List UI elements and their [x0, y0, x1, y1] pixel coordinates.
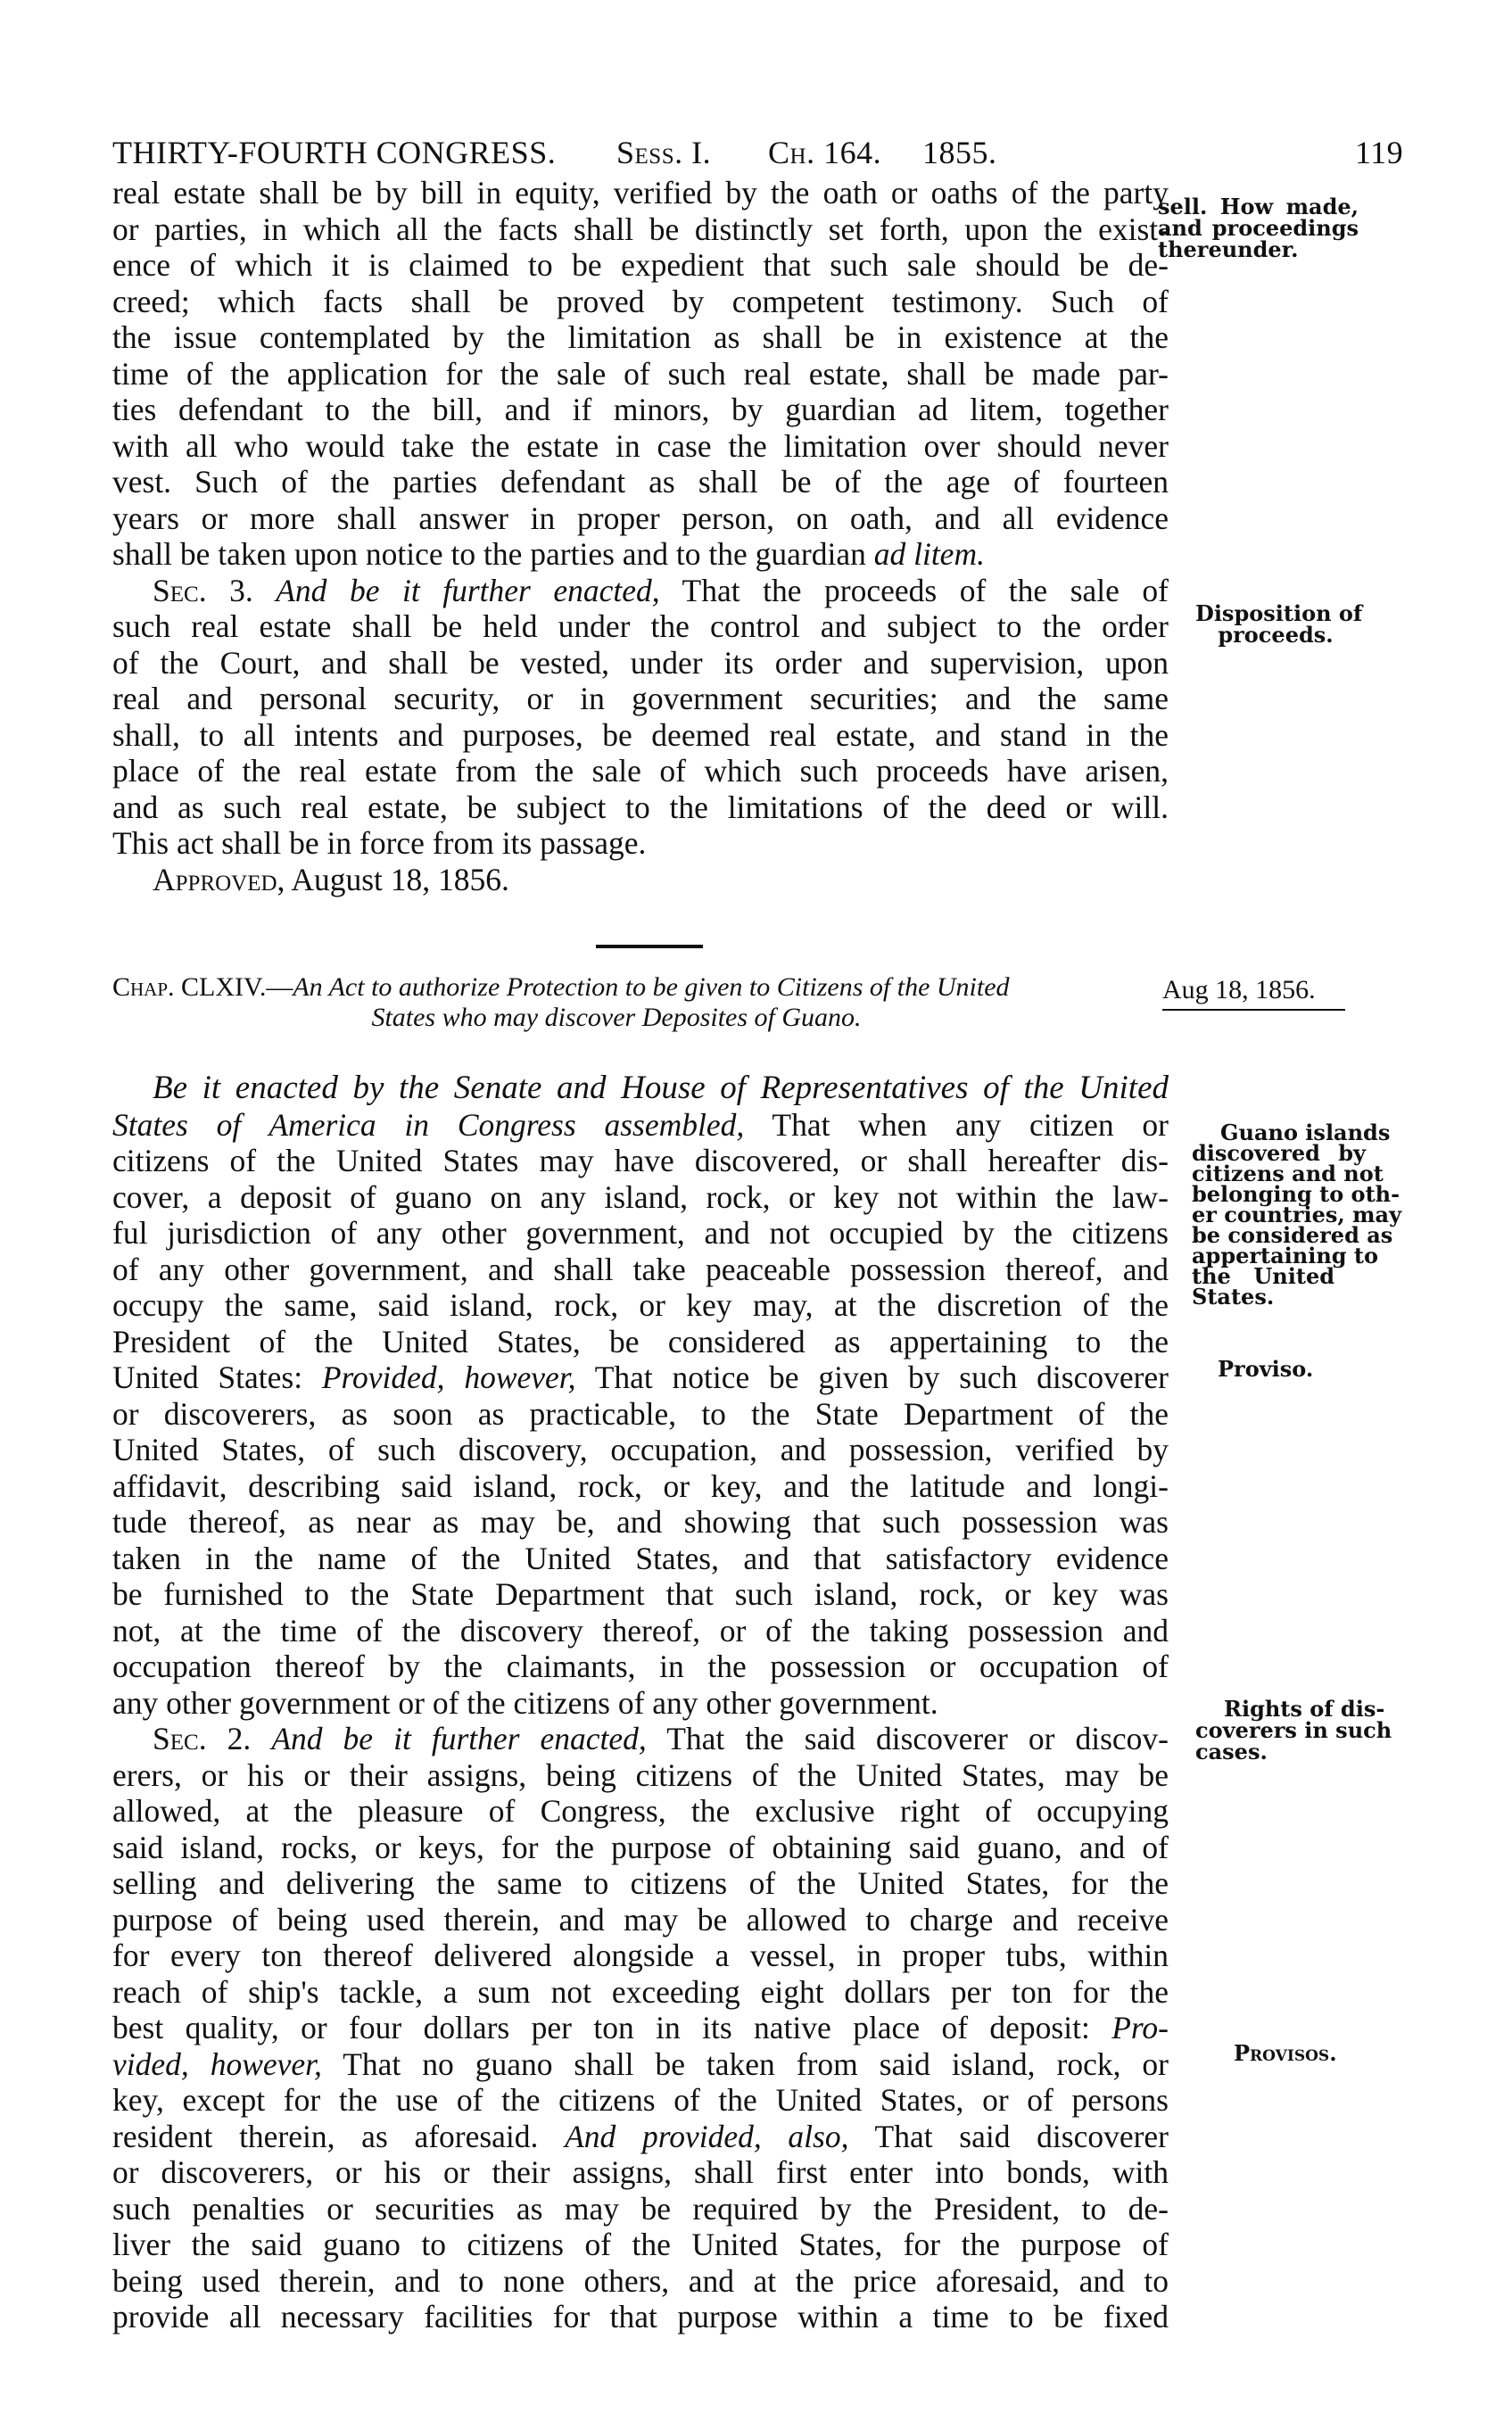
chapter-label: Chap. — [112, 972, 175, 1002]
enacting-phrase: And be it further enacted, — [271, 1721, 647, 1756]
text-line: occupy the same, said island, rock, or key may, at the discretion of the — [112, 1287, 1169, 1323]
approval-date-note: Aug 18, 1856. — [1162, 975, 1316, 1004]
text-line: vided, however, That no guano shall be taken from said island, rock, or — [112, 2045, 1169, 2082]
margin-note-provisos: Provisos. — [1234, 2040, 1337, 2066]
text-line: allowed, at the pleasure of Congress, the exclusive right of occupying — [112, 1793, 1169, 1829]
margin-note-guano-islands: Guano islands discovered by citizens and not belonging to oth- er countries, may be considered as appertaining to the United States. — [1192, 1120, 1402, 1310]
margin-note-disposition: Disposition of proceeds. — [1195, 600, 1363, 648]
proviso-line: United States: Provided, however, That notice be given by such discoverer — [112, 1359, 1169, 1395]
act-title: An Act to authorize Protection to be given to Citizens of the United — [293, 972, 1010, 1002]
header-congress-title: THIRTY-FOURTH CONGRESS. — [112, 135, 557, 170]
text-line: ence of which it is claimed to be expedient that such sale should be de- — [112, 247, 1169, 283]
text-line: This act shall be in force from its passage. — [112, 825, 647, 861]
text-line: shall, to all intents and purposes, be deemed real estate, and stand in the — [112, 716, 1169, 753]
section-label: Sec. 2. — [153, 1721, 252, 1756]
text-line: time of the application for the sale of such real estate, shall be made par- — [112, 355, 1169, 392]
chapter-164-body — [112, 1070, 1169, 2335]
text-line: erers, or his or their assigns, being citizens of the United States, may be — [112, 1756, 1169, 1793]
running-header — [112, 134, 1433, 178]
text-line: United States, of such discovery, occupation, and possession, verified by — [112, 1432, 1169, 1467]
header-session: Sess. I. — [616, 135, 712, 170]
text-line: taken in the name of the United States, and that satisfactory evidence — [112, 1540, 1169, 1576]
text-line: occupation thereof by the claimants, in the possession or occupation of — [112, 1649, 1169, 1684]
margin-note-sale-procedure: sell. How made, and proceedings thereunder. — [1158, 194, 1359, 262]
enacting-clause-line: Be it enacted by the Senate and House of Representatives of the United — [153, 1070, 1169, 1106]
text-line: ties defendant to the bill, and if minors, by guardian ad litem, together — [112, 392, 1169, 427]
text-line: not, at the time of the discovery thereof, or of the taking possession and — [112, 1612, 1169, 1649]
text-line: for every ton thereof delivered alongside a vessel, in proper tubs, within — [112, 1938, 1169, 1973]
text-line: best quality, or four dollars per ton in its native place of deposit: Pro- — [112, 2010, 1169, 2045]
section-3-heading-line: Sec. 3. And be it further enacted, That the proceeds of the sale of — [153, 572, 1169, 608]
text-line: of the Court, and shall be vested, under its order and supervision, upon — [112, 644, 1169, 681]
text-line: or discoverers, or his or their assigns, shall first enter into bonds, with — [112, 2154, 1169, 2190]
text-line: affidavit, describing said island, rock, or key, and the latitude and longi- — [112, 1467, 1169, 1504]
text-line: citizens of the United States may have discovered, or shall hereafter dis- — [112, 1143, 1169, 1178]
text-line: resident therein, as aforesaid. And provided, also, That said discoverer — [112, 2118, 1169, 2154]
text-line: and as such real estate, be subject to the limitations of the deed or will. — [112, 789, 1169, 825]
text-line: such penalties or securities as may be required by the President, to de- — [112, 2190, 1169, 2227]
text-line: key, except for the use of the citizens of the United States, or of persons — [112, 2082, 1169, 2118]
text-line: cover, a deposit of guano on any island, rock, or key not within the law- — [112, 1178, 1169, 1215]
text-line: liver the said guano to citizens of the United States, for the purpose of — [112, 2227, 1169, 2262]
text-line: any other government or of the citizens of any other government. — [112, 1684, 938, 1721]
text-line: tude thereof, as near as may be, and showing that such possession was — [112, 1504, 1169, 1540]
previous-section-continuation — [112, 175, 1169, 897]
text-line: years or more shall answer in proper person, on oath, and all evidence — [112, 500, 1169, 536]
header-chapter: Ch. 164. — [768, 135, 882, 170]
section-divider — [596, 945, 703, 948]
section-2-heading-line: Sec. 2. And be it further enacted, That the said discoverer or discov- — [153, 1721, 1169, 1756]
text-line: being used therein, and to none others, and at the price aforesaid, and to — [112, 2262, 1169, 2299]
margin-note-proviso: Proviso. — [1218, 1356, 1314, 1382]
text-line: selling and delivering the same to citizens of the United States, for the — [112, 1865, 1169, 1901]
chapter-number: CLXIV.— — [174, 972, 293, 1002]
text-line: with all who would take the estate in case the limitation over should never — [112, 427, 1169, 464]
text-line: purpose of being used therein, and may be allowed to charge and receive — [112, 1901, 1169, 1938]
text-line: real estate shall be by bill in equity, verified by the oath or oaths of the party — [112, 175, 1169, 211]
text-line: place of the real estate from the sale of which such proceeds have arisen, — [112, 753, 1169, 789]
text-line: or parties, in which all the facts shall be distinctly set forth, upon the exist- — [112, 211, 1169, 247]
text-line: ful jurisdiction of any other government, and not occupied by the citizens — [112, 1215, 1169, 1251]
text-line: creed; which facts shall be proved by competent testimony. Such of — [112, 283, 1169, 319]
header-year: 1855. — [922, 135, 997, 170]
text-line: or discoverers, as soon as practicable, to the State Department of the — [112, 1395, 1169, 1432]
section-label: Sec. 3. — [153, 572, 253, 608]
margin-note-rights-of-discoverers: Rights of dis- coverers in such cases. — [1195, 1696, 1392, 1764]
text-line: reach of ship's tackle, a sum not exceeding eight dollars per ton for the — [112, 1973, 1169, 2010]
text-line: real and personal security, or in government securities; and the same — [112, 681, 1169, 716]
date-underline — [1162, 1009, 1345, 1011]
enacting-phrase: And be it further enacted, — [276, 572, 660, 608]
enacting-clause-line: States of America in Congress assembled, That when any citizen or — [112, 1106, 1169, 1143]
text-line: shall be taken upon notice to the parties and to the guardian ad litem. — [112, 536, 985, 572]
text-line: said island, rocks, or keys, for the purpose of obtaining said guano, and of — [112, 1829, 1169, 1865]
text-line: of any other government, and shall take peaceable possession thereof, and — [112, 1251, 1169, 1287]
page-number: 119 — [1355, 135, 1404, 170]
approved-line: Approved, August 18, 1856. — [153, 861, 509, 897]
text-line: provide all necessary facilities for that purpose within a time to be fixed — [112, 2299, 1169, 2334]
text-line: the issue contemplated by the limitation as shall be in existence at the — [112, 319, 1169, 355]
text-line: such real estate shall be held under the control and subject to the order — [112, 608, 1169, 644]
chapter-title: Chap. CLXIV.—An Act to authorize Protection to be given to Citizens of the United States who may discover Deposites of Guano. — [112, 972, 1010, 1032]
text-line: vest. Such of the parties defendant as shall be of the age of fourteen — [112, 464, 1169, 500]
text-line: President of the United States, be considered as appertaining to the — [112, 1323, 1169, 1359]
text-line: be furnished to the State Department that such island, rock, or key was — [112, 1576, 1169, 1612]
